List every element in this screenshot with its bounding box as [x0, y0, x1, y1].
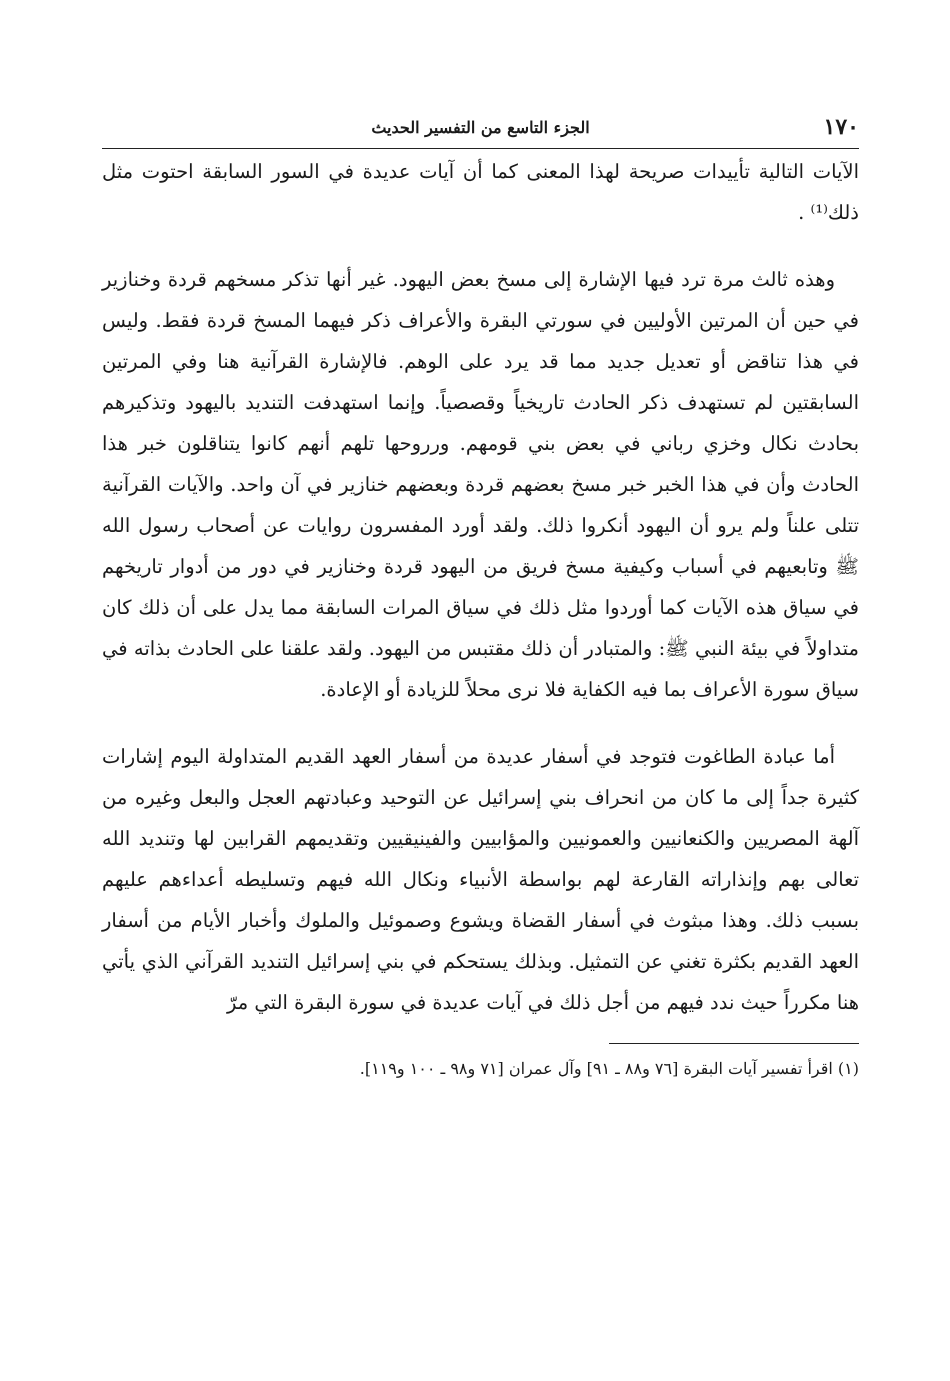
body-text — [102, 151, 859, 1023]
running-header — [102, 108, 859, 149]
footnote: (١) اقرأ تفسير آيات البقرة [٧٦ و٨٨ ـ ٩١] وآل عمران [٧١ و٩٨ ـ ١٠٠ و١١٩]. — [359, 1059, 859, 1078]
running-title: الجزء التاسع من التفسير الحديث — [371, 118, 590, 137]
paragraph: أما عبادة الطاغوت فتوجد في أسفار عديدة من أسفار العهد القديم المتداولة اليوم إشارات كثيرة جداً إلى ما كان من انحراف بني إسرائيل عن التوحيد وعبادتهم العجل والبعل وغيره من آلهة المصريين والكنعانيين والعمونيين والمؤابيين والفينيقيين وتقديمهم القرابين لها وتنديد الله تعالى بهم وإنذاراته القارعة لهم بواسطة الأنبياء ونكال الله فيهم وتسليطه أعداءهم عليهم بسبب ذلك. وهذا مبثوث في أسفار القضاة ويشوع وصموئيل والملوك وأخبار الأيام من أسفار العهد القديم بكثرة تغني عن التمثيل. وبذلك يستحكم في بني إسرائيل التنديد القرآني الذي يأتي هنا مكرراً حيث ندد فيهم من أجل ذلك في آيات عديدة في سورة البقرة التي مرّ — [102, 745, 859, 1014]
paragraph: الآيات التالية تأييدات صريحة لهذا المعنى كما أن آيات عديدة في السور السابقة احتوت مثل ذلك⁽¹⁾ . — [102, 160, 859, 224]
book-page — [102, 108, 859, 1288]
paragraph: وهذه ثالث مرة ترد فيها الإشارة إلى مسخ بعض اليهود. غير أنها تذكر مسخهم قردة وخنازير في حين أن المرتين الأوليين في سورتي البقرة والأعراف ذكر فيهما المسخ قردة فقط. وليس في هذا تناقض أو تعديل جديد مما قد يرد على الوهم. فالإشارة القرآنية هنا وفي المرتين السابقتين لم تستهدف ذكر الحادث تاريخياً وقصصياً. وإنما استهدفت التنديد باليهود وتذكيرهم بحادث نكال وخزي رباني في بعض بني قومهم. ورروحها تلهم أنهم كانوا يتناقلون خبر هذا الحادث وأن في هذا الخبر خبر مسخ بعضهم قردة وبعضهم خنازير في آن واحد. والآيات القرآنية تتلى علناً ولم يرو أن اليهود أنكروا ذلك. ولقد أورد المفسرون روايات عن أصحاب رسول الله ﷺ وتابعيهم في أسباب وكيفية مسخ فريق من اليهود قردة وخنازير في دور من أدوار تاريخهم في سياق هذه الآيات كما أوردوا مثل ذلك في سياق المرات السابقة مما يدل على أن ذلك كان متداولاً في بيئة النبي ﷺ: والمتبادر أن ذلك مقتبس من اليهود. ولقد علقنا على الحادث بذاته في سياق سورة الأعراف بما فيه الكفاية فلا نرى محلاً للزيادة أو الإعادة. — [102, 268, 859, 701]
footnote-divider — [609, 1043, 859, 1044]
page-number: ١٧٠ — [823, 114, 859, 140]
